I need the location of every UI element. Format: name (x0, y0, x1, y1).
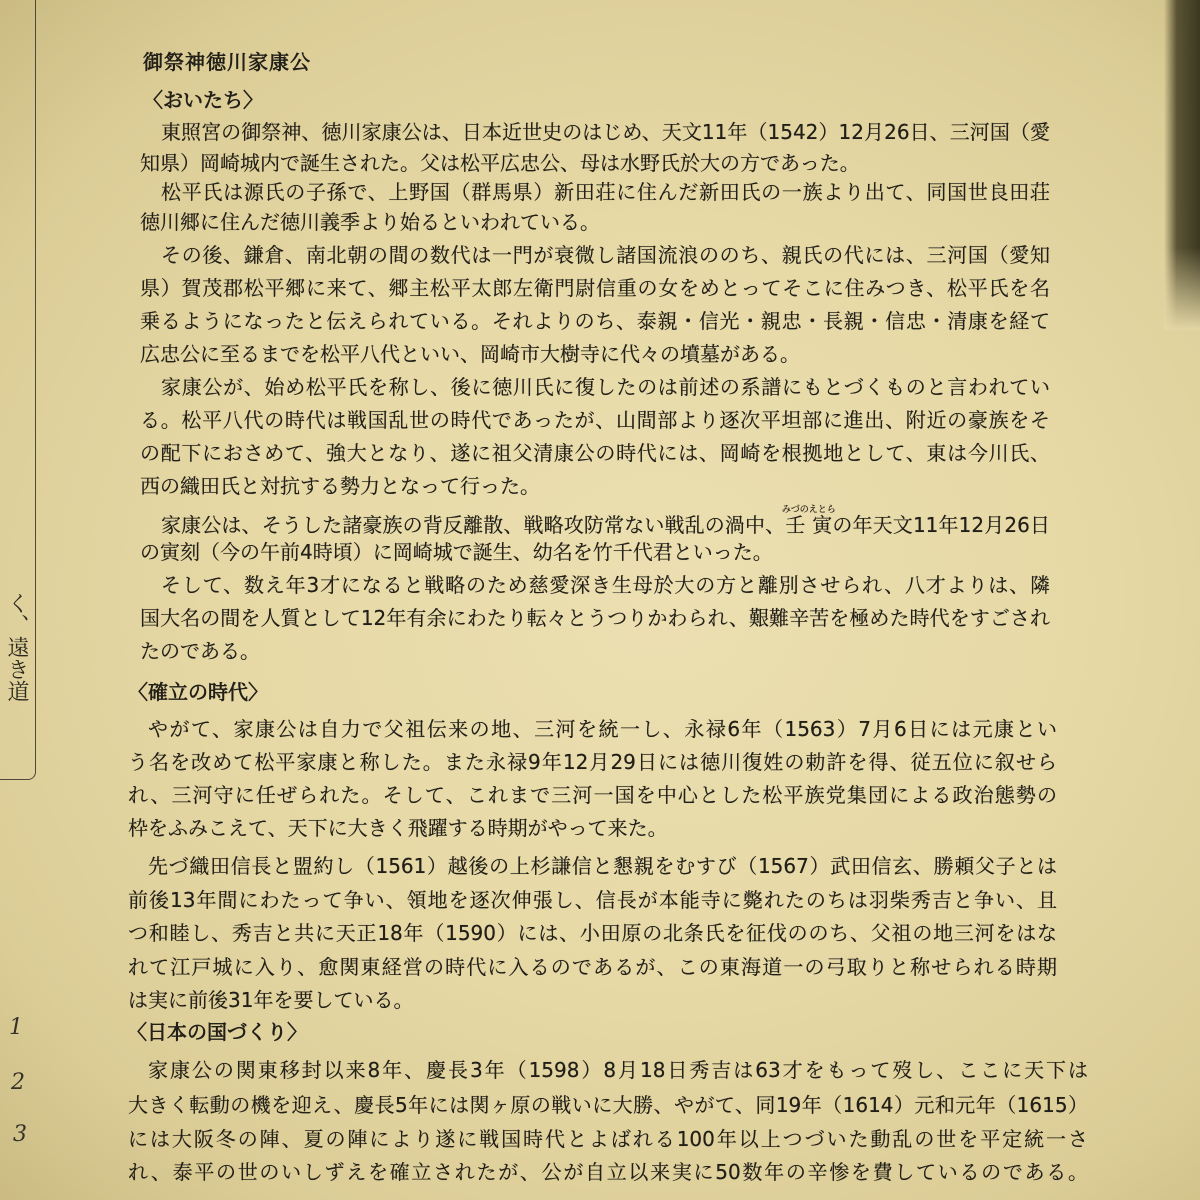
text-line: 徳川郷に住んだ徳川義季より始るといわれている。 (140, 210, 600, 234)
text-line: 松平氏は源氏の子孫で、上野国（群馬県）新田荘に住んだ新田氏の一族より出て、同国世良田荘 (161, 180, 1050, 204)
text-line: 東照宮の御祭神、徳川家康公は、日本近世史のはじめ、天文11年（1542）12月26日、三河国（愛 (161, 120, 1050, 144)
text-line: る。松平八代の時代は戦国乱世の時代であったが、山間部より逐次平坦部に進出、附近の豪族をそ (140, 408, 1050, 432)
text-line: の寅刻（今の午前4時頃）に岡崎城で誕生、幼名を竹千代君といった。 (140, 540, 773, 564)
section-heading: 〈おいたち〉 (143, 88, 263, 112)
text-line-with-ruby (161, 505, 1050, 537)
text-line: れて江戸城に入り、愈関東経営の時代に入るのであるが、この東海道一の弓取りと称せられる時期 (128, 955, 1057, 979)
text-segment: の年天文11年12月26日 (832, 513, 1050, 537)
margin-number: 3 (13, 1122, 27, 1147)
text-line: には大阪冬の陣、夏の陣により遂に戦国時代とよばれる100年以上つづいた動乱の世を平定統一さ (128, 1127, 1088, 1151)
text-line: 広忠公に至るまでを松平八代といい、岡崎市大樹寺に代々の墳墓がある。 (140, 342, 800, 366)
text-line: の配下におさめて、強大となり、遂に祖父清康公の時代には、岡崎を根拠地として、東は今川氏、 (140, 441, 1050, 465)
page-edge-shadow (1164, 0, 1200, 330)
text-line: れ、三河守に任ぜられた。そして、これまで三河一国を中心とした松平族党集団による政治態勢の (128, 783, 1057, 807)
text-line: 家康公の関東移封以来8年、慶長3年（1598）8月18日秀吉は63才をもって歿し、ここに天下は (148, 1058, 1088, 1082)
text-line: 知県）岡崎城内で誕生された。父は松平広忠公、母は水野氏於大の方であった。 (140, 151, 860, 175)
text-line: 大きく転動の機を迎え、慶長5年には関ヶ原の戦いに大勝、やがて、同19年（1614）元和元年（1615） (128, 1093, 1088, 1117)
text-line: たのである。 (140, 639, 260, 663)
margin-quote-text: く、遠き道 (4, 592, 29, 702)
text-line: 枠をふみこえて、天下に大きく飛躍する時期がやって来た。 (128, 816, 668, 840)
page-title: 御祭神徳川家康公 (143, 50, 311, 74)
text-line: 家康公が、始め松平氏を称し、後に徳川氏に復したのは前述の系譜にもとづくものと言われてい (161, 375, 1050, 399)
text-line: 先づ織田信長と盟約し（1561）越後の上杉謙信と懇親をむすび（1567）武田信玄、勝頼父子とは (148, 854, 1057, 878)
text-line: 乗るようになったと伝えられている。それよりのち、泰親・信光・親忠・長親・信忠・清康を経て (140, 309, 1050, 333)
text-line: 西の織田氏と対抗する勢力となって行った。 (140, 474, 540, 498)
ruby-reading: みづのえとら (781, 505, 836, 515)
text-line: つ和睦し、秀吉と共に天正18年（1590）には、小田原の北条氏を征伐ののち、父祖の地三河をはな (128, 921, 1057, 945)
text-line: れ、泰平の世のいしずえを確立されたが、公が自立以来実に50数年の辛惨を費しているのである。 (128, 1160, 1088, 1184)
ruby-annotation (781, 505, 836, 537)
ruby-base: 壬寅 (781, 513, 836, 537)
text-line: 県）賀茂郡松平郷に来て、郷主松平太郎左衛門尉信重の女をめとってそこに住みつき、松平氏を名 (140, 276, 1050, 300)
text-line: 前後13年間にわたって争い、領地を逐次伸張し、信長が本能寺に斃れたのちは羽柴秀吉と争い、且 (128, 888, 1057, 912)
text-line: は実に前後31年を要している。 (128, 988, 414, 1012)
text-line: 国大名の間を人質として12年有余にわたり転々とうつりかわられ、艱難辛苦を極めた時代をすごされ (140, 606, 1050, 630)
text-line: やがて、家康公は自力で父祖伝来の地、三河を統一し、永禄6年（1563）7月6日には元康とい (148, 717, 1057, 741)
text-segment: 家康公は、そうした諸豪族の背反離散、戦略攻防常ない戦乱の渦中、 (161, 513, 786, 537)
section-heading: 〈日本の国づくり〉 (127, 1020, 307, 1044)
text-line: う名を改めて松平家康と称した。また永禄9年12月29日には徳川復姓の勅許を得、従五位に叙せら (128, 750, 1057, 774)
margin-number: 2 (11, 1070, 25, 1095)
section-heading: 〈確立の時代〉 (128, 680, 268, 704)
text-line: その後、鎌倉、南北朝の間の数代は一門が衰微し諸国流浪ののち、親氏の代には、三河国（愛知 (161, 243, 1050, 267)
text-line: そして、数え年3才になると戦略のため慈愛深き生母於大の方と離別させられ、八才よりは、隣 (161, 573, 1050, 597)
margin-number: 1 (9, 1015, 23, 1040)
